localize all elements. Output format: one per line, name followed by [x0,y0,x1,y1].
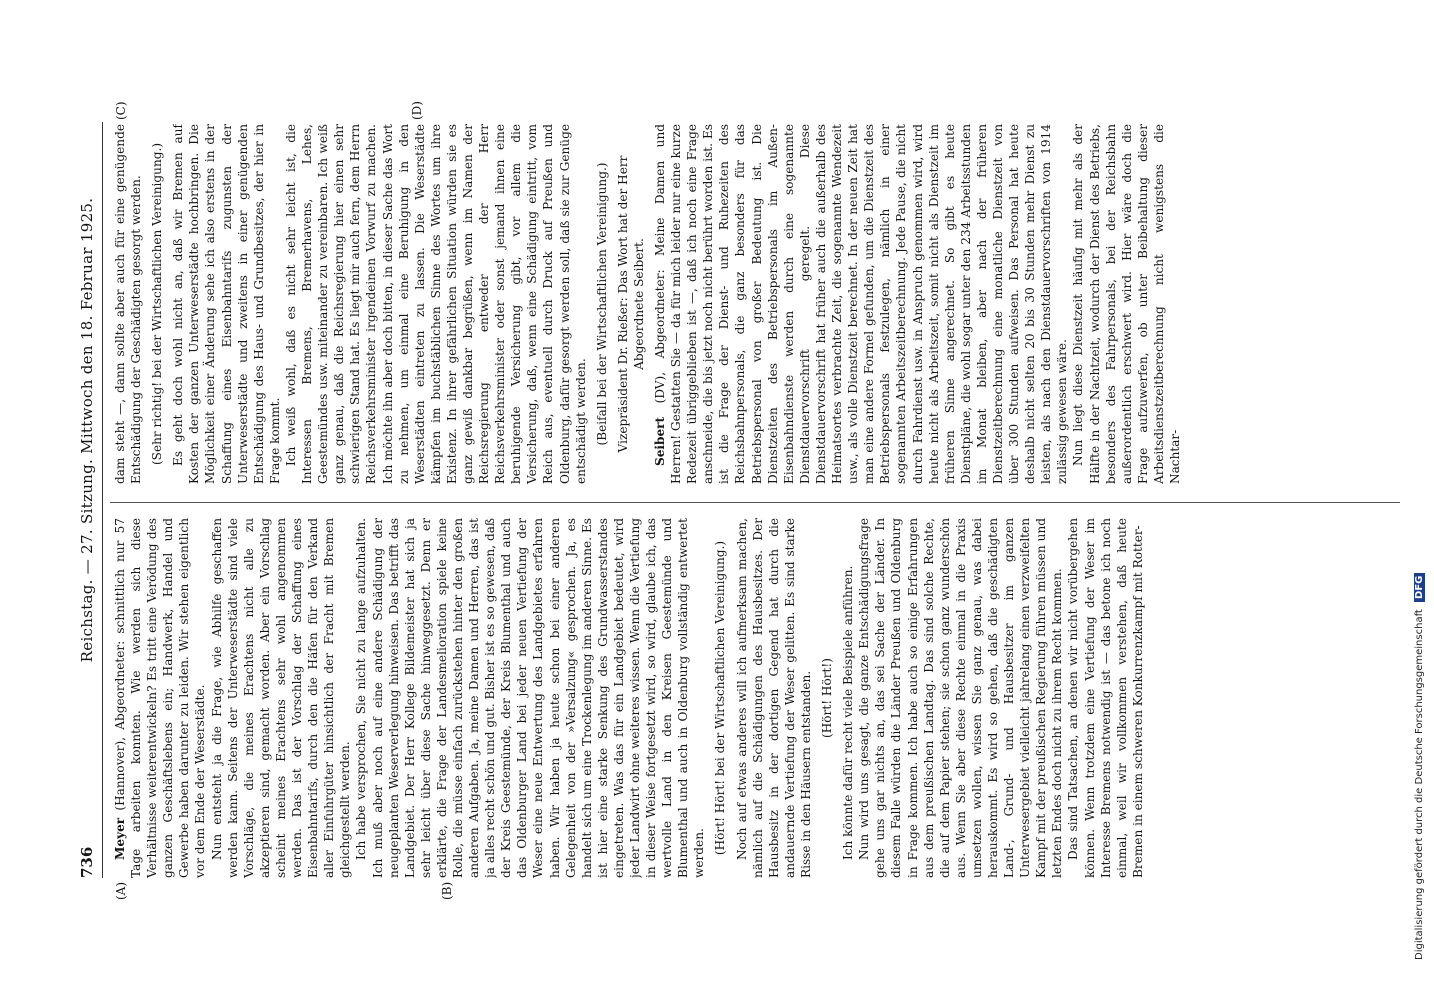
footer-credit: Digitalisierung gefördert durch die Deutsche Forschungsgemeinschaft [1414,609,1425,960]
paragraph-text: schnittlich nur 57 Tage arbeiten konnten. Wie werden sich diese Verhältnisse weiterentwickeln? Es tritt eine Verödung des ganzen Geschäftslebens ein; Handwerk, Handel und Gewerbe haben darunter zu leiden. Wir stehen eigentlich vor dem Ende der Weserstädte. [113,518,208,878]
page-header [72,122,103,878]
body-paragraph [353,518,707,878]
body-paragraph [170,124,283,484]
paragraph-text: Ich weiß wohl, daß es nicht sehr leicht ist, die Interessen Bremens, Bremerhavens, Lehes, Geestemündes usw. miteinander zu vereinbaren. Ich weiß ganz genau, daß die Reichsregierung hier einen sehr schwierigen Stand hat. Es liegt mir auch fern, dem Herrn Reichsverkehrsminister irgendeinen Vorwurf zu machen. Ich möchte ihn aber doch bitten, in dieser Sache das Wort zu nehmen, um einmal eine Beruhigung in den Weserstädten eintreten zu lassen. Die Weserstädte kämpfen im buchstäblichen Sinne des Wortes um ihre Existenz. In ihrer gefährlichen Situation würden sie es ganz gewiß dankbar begrüßen, wenn im Namen der Reichsregierung entweder der Herr Reichsverkehrsminister oder sonst jemand ihnen eine beruhigende Versicherung gibt, vor allem die Versicherung, daß, wenn eine Schädigung eintritt, vom Reich aus, eventuell durch Druck auf Preußen und Oldenburg, dafür gesorgt werden soll, daß sie zur Genüge entschädigt werden. [283,124,588,484]
page-title: Reichstag. — 27. Sitzung. Mittwoch den 18. Februar 1925. [78,197,96,663]
body-paragraph [1065,518,1145,878]
interjection: (Hört! Hört! bei der Wirtschaftlichen Vereinigung.) [713,540,728,856]
speaker-note: (Hannover), Abgeordneter: [113,640,127,818]
stage-remark: Vizepräsident Dr. Rießer: Das Wort hat der Herr Abgeordnete Seibert. [615,155,646,453]
margin-mark-b: (B) [440,881,454,900]
body-paragraph [283,124,589,484]
speaker-name: Seibert [653,416,667,466]
body-paragraph [856,518,1065,878]
paragraph-text: Es geht doch wohl nicht an, daß wir Bremen auf Kosten der ganzen Unterweserstädte hochbringen. Die Möglichkeit einer Änderung sehe ich also erstens in der Schaffung eines Eisenbahntarifs zugunsten der Unterweserstädte und zweitens in einer genügenden Entschädigung des Haus- und Grundbesitzes, der hier in Frage kommt. [171,124,282,484]
column-divider [110,502,1400,503]
paragraph-text: Nun wird uns gesagt, die ganze Entschädigungsfrage gehe uns gar nichts an, das sei Sache der Länder. In diesem Falle würden die Länder Preußen und Oldenburg in Frage kommen. Ich habe auch so einige Erfahrungen aus dem preußischen Landtag. Das sind solche Rechte, die auf dem Papier stehen; sie schon ganz wunderschön aus. Wenn Sie aber diese Rechte einmal in die Praxis umsetzen wollen, wissen Sie ganz genau, was dabei herauskommt. Es wird so gehen, daß die geschädigten Land-, Grund- und Hausbesitzer im ganzen Unterwesergebiet vielleicht jahrelang einen verzweifelten Kampf mit der preußischen Regierung führen müssen und letzten Endes doch nicht zu ihrem Recht kommen. [857,518,1065,878]
paragraph-text: Nun liegt diese Dienstzeit häufig mit mehr als der Hälfte in der Nachtzeit, wodurch der Dienst des Betriebs, besonders des Fahrpersonals, bei der Reichsbahn außerordentlich erschwert wird. Hier wäre doch die Frage aufzuwerfen, ob unter Beibehaltung dieser Arbeitsdienstzeitberechnung nicht wenigstens die Nachtar- [1071,124,1182,484]
dfg-logo: DFG [1414,573,1425,602]
page-number: 736 [78,846,96,878]
speaker-name: Meyer [113,817,127,860]
paragraph-text: dam steht —, dann sollte aber auch für eine genügende Entschädigung der Geschädigten gesorgt werden. [113,124,144,484]
speaker-note: (DV), Abgeordneter: [653,269,667,417]
paragraph-text: Das sind Tatsachen, an denen wir nicht vorübergehen können. Wenn trotzdem eine Vertiefung der Weser im Interesse Bremens notwendig ist — das betone ich noch einmal, weil wir vollkommen verstehen, daß heute Bremen in einem schweren Konkurrenzkampf mit Rotter- [1066,518,1145,878]
interjection: (Beifall bei der Wirtschaftlichen Vereinigung.) [594,162,609,446]
paragraph-text: Ich habe versprochen, Sie nicht zu lange aufzuhalten. Ich muß aber noch auf eine andere Schädigung der neugeplanten Weserverlegung hinweisen. Das betrifft das Landgebiet. Der Herr Kollege Bildemeister hat sich ja sehr leicht über diese Sache hinweggesetzt. Denn er erklärte, die Frage der Landesmelioration spiele keine Rolle, die müsse einfach zurückstehen hinter den großen anderen Aufgaben. Ja, meine Damen und Herren, das ist ja alles recht schön und gut. Bisher ist es so gewesen, daß der Kreis Geestemünde, der Kreis Blumenthal und auch das Oldenburger Land bei jeder neuen Vertiefung der Weser eine neue Entwertung des Landgebietes erfahren haben. Wir haben ja heute schon bei einer anderen Gelegenheit von der »Versalzung« gesprochen. Ja, es handelt sich um eine Trockenlegung im anderen Sinne. Es ist hier eine starke Senkung des Grundwasserstandes eingetreten. Was das für ein Landgebiet bedeutet, wird jeder Landwirt ohne weiteres wissen. Wenn die Vertiefung in dieser Weise fortgesetzt wird, so wird, glaube ich, das wertvolle Land in den Kreisen Geestemünde und Blumenthal und auch in Oldenburg vollständig entwertet werden. [354,518,707,878]
paragraph-text: Ich könnte dafür recht viele Beispiele anführen. [841,565,856,860]
body-paragraph [652,124,1070,484]
body-paragraph [734,518,814,878]
interjection: (Sehr richtig! bei der Wirtschaftlichen Vereinigung.) [150,142,165,466]
left-column [112,518,1412,878]
body-paragraph [112,124,144,484]
body-paragraph [112,518,209,878]
paragraph-text: Nun entsteht ja die Frage, wie Abhilfe geschaffen werden kann. Seitens der Unterweserstädte sind viele Vorschläge, die meines Erachtens nicht alle zu akzeptieren sind, gemacht worden. Aber ein Vorschlag scheint meines Erachtens sehr wohl angenommen werden. Das ist der Vorschlag der Schaffung eines Eisenbahntarifs, durch den die Häfen für den Verkand aller Einfuhrgüter hinsichtlich der Fracht mit Bremen gleichgestellt werden. [209,518,353,878]
right-column [112,124,1412,484]
margin-mark-d: (D) [410,101,424,120]
body-paragraph [1070,124,1183,484]
body-paragraph [209,518,354,878]
paragraph-text: Noch auf etwas anderes will ich aufmerksam machen, nämlich auf die Schädigungen des Hausbesitzes. Der Hausbesitz in der dortigen Gegend hat durch die andauernde Vertiefung der Weser gelitten. Es sind starke Risse in den Häusern entstanden. [734,518,813,878]
interjection: (Hört! Hört!) [820,658,835,738]
page-footer [1414,40,1425,960]
body-paragraph [840,518,856,878]
margin-mark-a: (A) [114,881,128,900]
margin-mark-c: (C) [114,101,128,120]
paragraph-text: Meine Damen und Herren! Gestatten Sie — da für mich leider nur eine kurze Redezeit übriggeblieben ist —, daß ich noch eine Frage anschneide, die bis jetzt noch nicht berührt worden ist. Es ist die Frage der Dienst- und Ruhezeiten des Reichsbahnpersonals, die ganz besonders für das Betriebspersonal von großer Bedeutung ist. Die Dienstzeiten des Betriebspersonals im Außen-Eisenbahndienste werden durch eine sogenannte Dienstdauervorschrift geregelt. Diese Dienstdauervorschrift hat früher auch die außerhalb des Heimatsortes verbrachte Zeit, die sogenannte Wendezeit usw., als volle Dienstzeit berechnet. In der neuen Zeit hat man eine andere Formel gefunden, um die Dienstzeit des Betriebspersonals festzulegen, nämlich in einer sogenannten Arbeitszeitberechnung. Jede Pause, die nicht durch Fahrdienst usw. in Anspruch genommen wird, wird heute nicht als Arbeitszeit, somit nicht als Dienstzeit im früheren Sinne angerechnet. So gibt es heute Dienstpläne, die wohl sogar unter den 234 Arbeitsstunden im Monat bleiben, aber nach der früheren Dienstzeitberechnung eine monatliche Dienstzeit von über 300 Stunden aufweisen. Das Personal hat heute deshalb nicht selten 20 bis 30 Stunden mehr Dienst zu leisten, als nach den Dienstdauervorschriften von 1914 zulässig gewesen wäre. [653,124,1070,484]
